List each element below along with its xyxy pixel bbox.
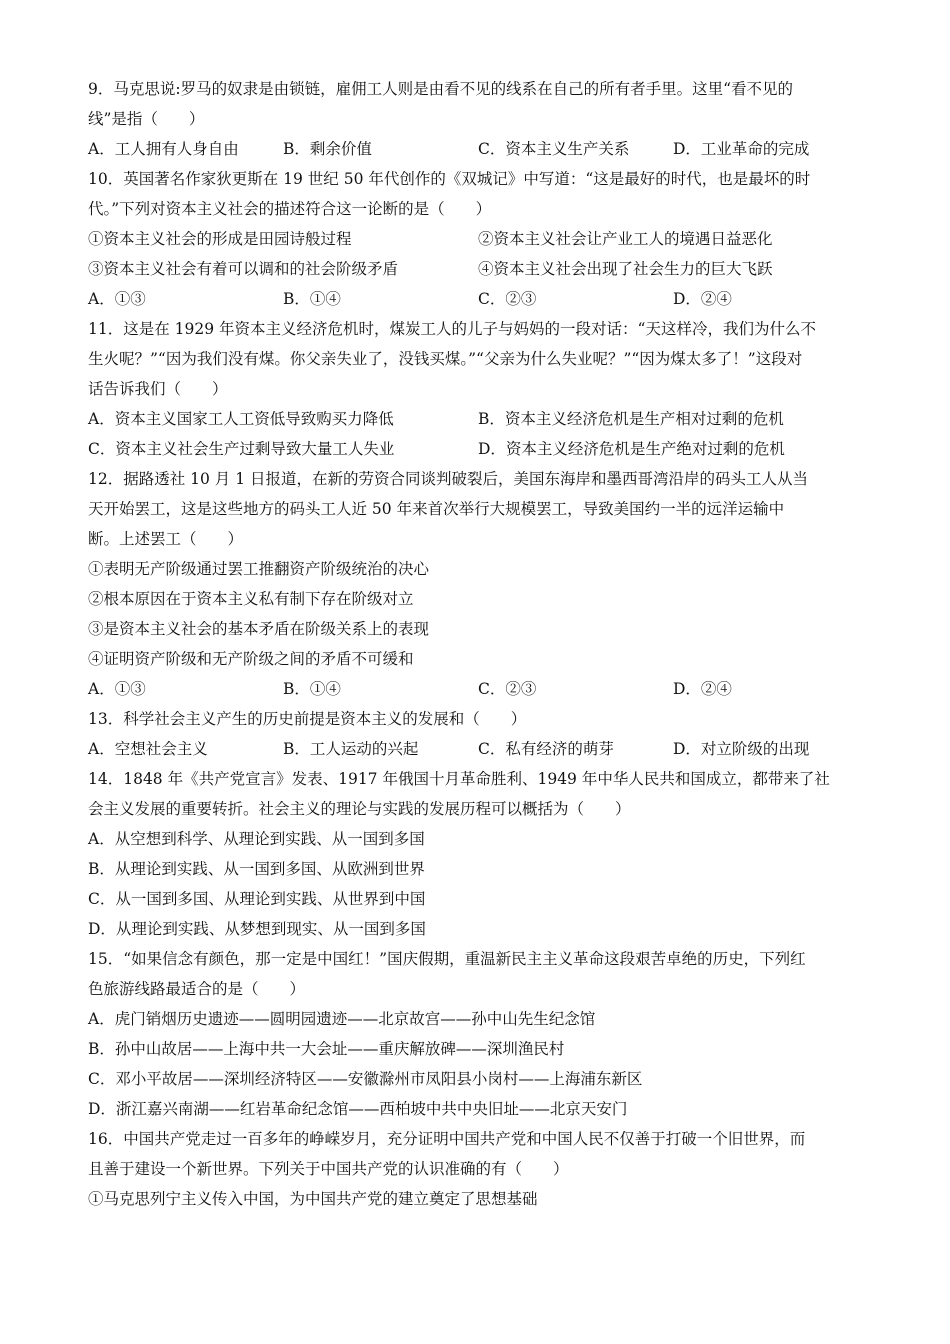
question-9	[88, 74, 868, 164]
question-stem-line: 代。”下列对资本主义社会的描述符合这一论断的是（ ）	[88, 200, 492, 218]
option-c: C．②③	[478, 680, 537, 698]
question-12	[88, 464, 868, 704]
option-b: B．①④	[283, 680, 341, 698]
question-stem-line: 11．这是在 1929 年资本主义经济危机时，煤炭工人的儿子与妈妈的一段对话：“天这样冷，我们为什么不	[88, 320, 816, 338]
option-b: B．工人运动的兴起	[283, 740, 419, 758]
answer-options	[88, 674, 868, 704]
statement-1: ①表明无产阶级通过罢工推翻资产阶级统治的决心	[88, 560, 430, 578]
answer-options	[88, 284, 868, 314]
option-a: A．空想社会主义	[88, 740, 208, 758]
question-stem-line: 且善于建设一个新世界。下列关于中国共产党的认识准确的有（ ）	[88, 1160, 569, 1178]
statement-1: ①资本主义社会的形成是田园诗般过程	[88, 230, 352, 248]
option-d: D．资本主义经济危机是生产绝对过剩的危机	[478, 440, 785, 458]
question-14	[88, 764, 868, 944]
question-stem-line: 14．1848 年《共产党宣言》发表、1917 年俄国十月革命胜利、1949 年中华人民共和国成立，都带来了社	[88, 770, 830, 788]
option-c: C．从一国到多国、从理论到实践、从世界到中国	[88, 890, 426, 908]
statement-row	[88, 224, 868, 254]
statement-4: ④资本主义社会出现了社会生力的巨大飞跃	[478, 260, 773, 278]
option-d: D．从理论到实践、从梦想到现实、从一国到多国	[88, 920, 426, 938]
option-b: B．资本主义经济危机是生产相对过剩的危机	[478, 410, 784, 428]
option-d: D．②④	[673, 290, 732, 308]
answer-options	[88, 434, 868, 464]
question-11	[88, 314, 868, 464]
option-b: B．从理论到实践、从一国到多国、从欧洲到世界	[88, 860, 425, 878]
question-stem-line: 会主义发展的重要转折。社会主义的理论与实践的发展历程可以概括为（ ）	[88, 800, 631, 818]
question-stem-line: 9．马克思说:罗马的奴隶是由锁链，雇佣工人则是由看不见的线系在自己的所有者手里。这里“看不见的	[88, 80, 794, 98]
option-d: D．浙江嘉兴南湖——红岩革命纪念馆——西柏坡中共中央旧址——北京天安门	[88, 1100, 628, 1118]
question-15	[88, 944, 868, 1124]
question-stem-line: 13．科学社会主义产生的历史前提是资本主义的发展和（ ）	[88, 710, 527, 728]
option-b: B．剩余价值	[283, 140, 372, 158]
statement-4: ④证明资产阶级和无产阶级之间的矛盾不可缓和	[88, 650, 414, 668]
option-a: A．①③	[88, 290, 146, 308]
option-a: A．工人拥有人身自由	[88, 140, 239, 158]
answer-options	[88, 404, 868, 434]
question-stem-line: 16．中国共产党走过一百多年的峥嵘岁月，充分证明中国共产党和中国人民不仅善于打破一个旧世界，而	[88, 1130, 806, 1148]
statement-2: ②资本主义社会让产业工人的境遇日益恶化	[478, 230, 773, 248]
option-c: C．资本主义社会生产过剩导致大量工人失业	[88, 440, 395, 458]
statement-3: ③是资本主义社会的基本矛盾在阶级关系上的表现	[88, 620, 430, 638]
question-stem-line: 10．英国著名作家狄更斯在 19 世纪 50 年代创作的《双城记》中写道：“这是最好的时代，也是最坏的时	[88, 170, 811, 188]
option-c: C．②③	[478, 290, 537, 308]
statement-2: ②根本原因在于资本主义私有制下存在阶级对立	[88, 590, 414, 608]
option-a: A．资本主义国家工人工资低导致购买力降低	[88, 410, 394, 428]
exam-page	[88, 74, 868, 1214]
question-stem-line: 断。上述罢工（ ）	[88, 530, 244, 548]
statement-row	[88, 254, 868, 284]
statement-3: ③资本主义社会有着可以调和的社会阶级矛盾	[88, 260, 399, 278]
option-c: C．私有经济的萌芽	[478, 740, 614, 758]
statement-1: ①马克思列宁主义传入中国，为中国共产党的建立奠定了思想基础	[88, 1190, 538, 1208]
question-stem-line: 15．“如果信念有颜色，那一定是中国红！”国庆假期，重温新民主主义革命这段艰苦卓绝的历史，下列红	[88, 950, 806, 968]
question-13	[88, 704, 868, 764]
question-stem-line: 12．据路透社 10 月 1 日报道，在新的劳资合同谈判破裂后，美国东海岸和墨西哥湾沿岸的码头工人从当	[88, 470, 809, 488]
option-a: A．①③	[88, 680, 146, 698]
option-c: C．资本主义生产关系	[478, 140, 630, 158]
option-c: C．邓小平故居——深圳经济特区——安徽滁州市凤阳县小岗村——上海浦东新区	[88, 1070, 643, 1088]
option-d: D．对立阶级的出现	[673, 740, 810, 758]
option-b: B．①④	[283, 290, 341, 308]
option-a: A．虎门销烟历史遗迹——圆明园遗迹——北京故宫——孙中山先生纪念馆	[88, 1010, 596, 1028]
question-stem-line: 话告诉我们（ ）	[88, 380, 228, 398]
answer-options	[88, 134, 868, 164]
question-stem-line: 线”是指（ ）	[88, 110, 205, 128]
question-16	[88, 1124, 868, 1214]
question-stem-line: 天开始罢工，这是这些地方的码头工人近 50 年来首次举行大规模罢工，导致美国约一半的远洋运输中	[88, 500, 785, 518]
answer-options	[88, 734, 868, 764]
option-b: B．孙中山故居——上海中共一大会址——重庆解放碑——深圳渔民村	[88, 1040, 565, 1058]
option-d: D．②④	[673, 680, 732, 698]
question-stem-line: 色旅游线路最适合的是（ ）	[88, 980, 306, 998]
question-stem-line: 生火呢？”“因为我们没有煤。你父亲失业了，没钱买煤。”“父亲为什么失业呢？”“因为煤太多了！”这段对	[88, 350, 803, 368]
question-10	[88, 164, 868, 314]
option-d: D．工业革命的完成	[673, 140, 810, 158]
option-a: A．从空想到科学、从理论到实践、从一国到多国	[88, 830, 425, 848]
